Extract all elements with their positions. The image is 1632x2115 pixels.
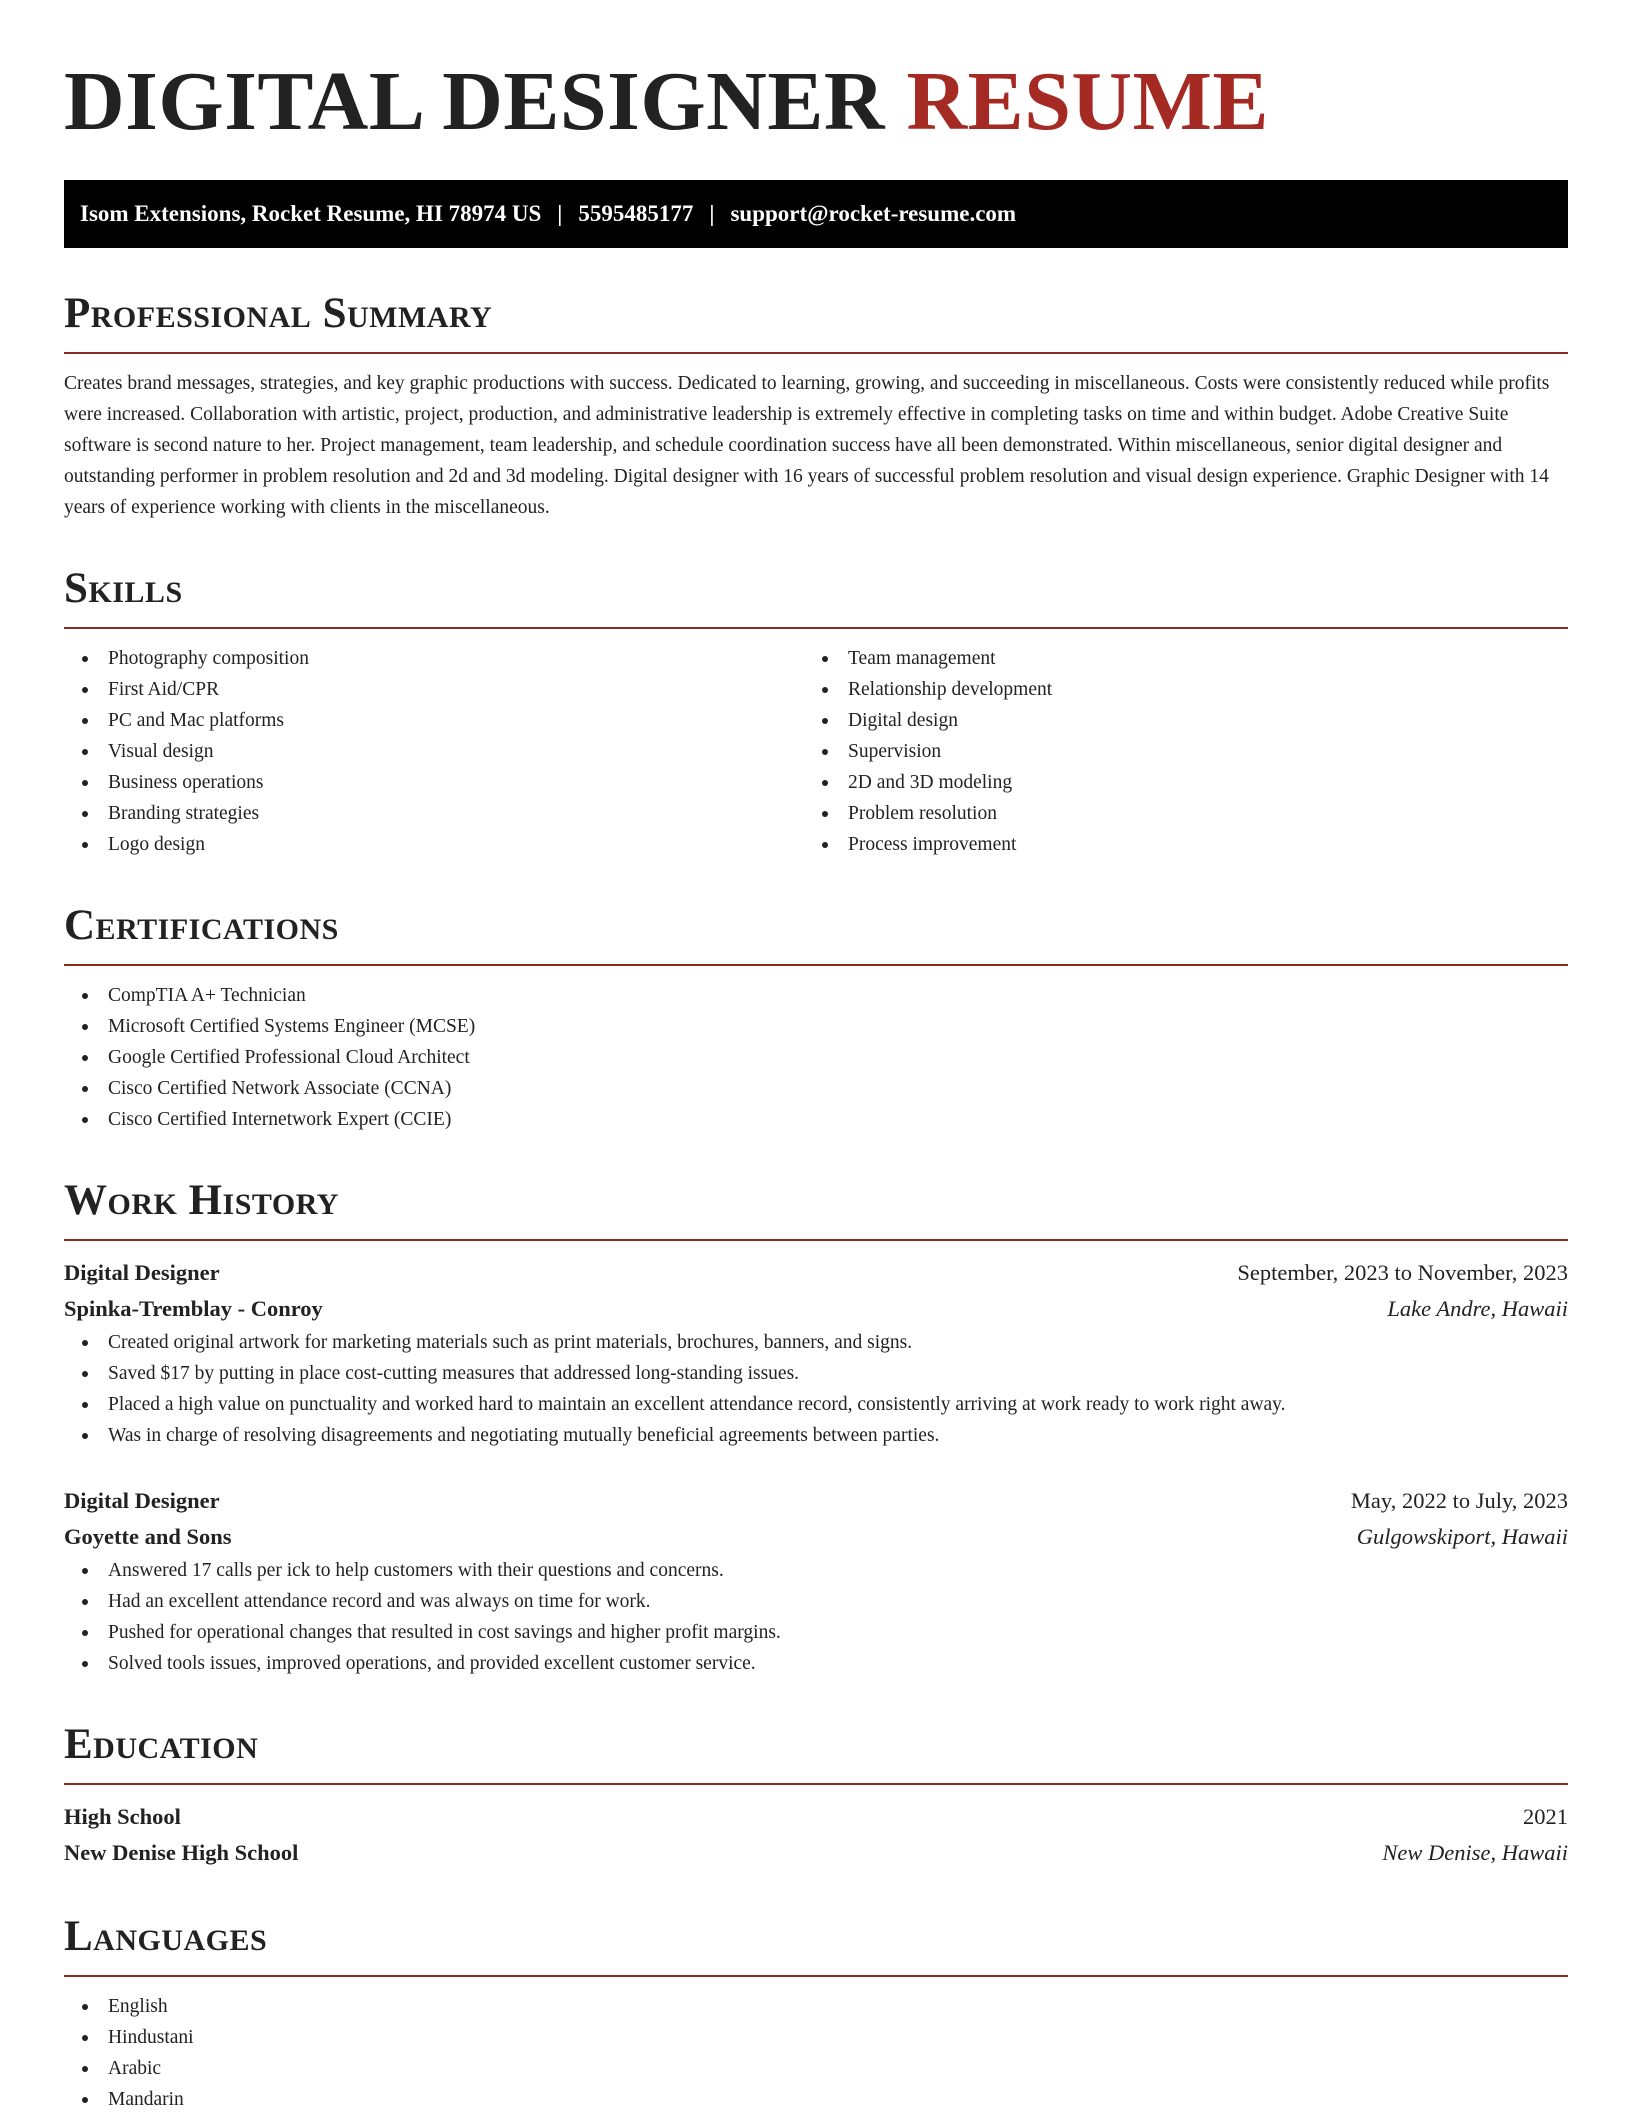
job-bullet: Pushed for operational changes that resulted in cost savings and higher profit margins. [64,1617,1568,1648]
job-company-row [64,1519,1568,1555]
education-year: 2021 [1523,1804,1568,1829]
section-divider [64,627,1568,629]
contact-bar [64,180,1568,248]
job-dates: September, 2023 to November, 2023 [1237,1260,1568,1285]
skills-grid [64,643,1568,860]
education-section [64,1719,1568,1871]
section-divider [64,1239,1568,1241]
job-entry [64,1255,1568,1451]
job-bullet: Was in charge of resolving disagreements and negotiating mutually beneficial agreements between parties. [64,1420,1568,1451]
job-company: Goyette and Sons [64,1524,232,1549]
skills-list-right [804,643,1568,860]
skills-section [64,563,1568,860]
certification-item: Cisco Certified Internetwork Expert (CCIE) [64,1104,1568,1135]
skill-item: PC and Mac platforms [64,705,804,736]
certification-item: Cisco Certified Network Associate (CCNA) [64,1073,1568,1104]
skill-item: Supervision [804,736,1568,767]
languages-section [64,1911,1568,2115]
job-bullet: Solved tools issues, improved operations, and provided excellent customer service. [64,1648,1568,1679]
language-item: Mandarin [64,2084,1568,2115]
section-divider [64,1975,1568,1977]
certifications-section [64,900,1568,1135]
skill-item: Digital design [804,705,1568,736]
job-bullet: Created original artwork for marketing materials such as print materials, brochures, banners, and signs. [64,1327,1568,1358]
contact-separator: | [709,201,715,226]
certification-item: Google Certified Professional Cloud Architect [64,1042,1568,1073]
summary-section [64,288,1568,523]
job-bullet: Answered 17 calls per ick to help customers with their questions and concerns. [64,1555,1568,1586]
job-bullet: Placed a high value on punctuality and worked hard to maintain an excellent attendance record, consistently arriving at work ready to work right away. [64,1389,1568,1420]
education-heading: Education [64,1721,259,1768]
job-bullet: Saved $17 by putting in place cost-cutting measures that addressed long-standing issues. [64,1358,1568,1389]
work-history-heading: Work History [64,1177,339,1224]
skills-list-left [64,643,804,860]
title-main: DIGITAL DESIGNER [64,55,907,148]
section-divider [64,1783,1568,1785]
job-bullets [64,1327,1568,1451]
skill-item: Branding strategies [64,798,804,829]
skill-item: Problem resolution [804,798,1568,829]
skill-item: Process improvement [804,829,1568,860]
section-divider [64,352,1568,354]
job-entry [64,1483,1568,1679]
contact-address: Isom Extensions, Rocket Resume, HI 78974 US [80,201,542,226]
job-location: Gulgowskiport, Hawaii [1356,1524,1568,1549]
education-location: New Denise, Hawaii [1382,1840,1568,1865]
languages-list [64,1991,1568,2115]
education-school: New Denise High School [64,1840,299,1865]
contact-email: support@rocket-resume.com [730,201,1017,226]
job-company: Spinka-Tremblay - Conroy [64,1296,323,1321]
education-degree: High School [64,1804,181,1829]
certification-item: CompTIA A+ Technician [64,980,1568,1011]
job-header-row [64,1483,1568,1519]
job-dates: May, 2022 to July, 2023 [1350,1488,1568,1513]
skills-heading: Skills [64,565,183,612]
title-accent: RESUME [906,55,1269,148]
work-history-section [64,1175,1568,1679]
job-location: Lake Andre, Hawaii [1387,1296,1568,1321]
job-title: Digital Designer [64,1260,220,1285]
skill-item: First Aid/CPR [64,674,804,705]
contact-phone: 5595485177 [578,201,694,226]
job-company-row [64,1291,1568,1327]
resume-title [64,52,1568,152]
education-header-row [64,1799,1568,1835]
skill-item: 2D and 3D modeling [804,767,1568,798]
contact-separator: | [557,201,563,226]
summary-text: Creates brand messages, strategies, and key graphic productions with success. Dedicated to learning, growing, and succeeding in miscellaneous. Costs were consistently reduced while profits were increased. Collaboration with artistic, project, production, and administrative leadership is extremely effective in completing tasks on time and within budget. Adobe Creative Suite software is second nature to her. Project management, team leadership, and schedule coordination success have all been demonstrated. Within miscellaneous, senior digital designer and outstanding performer in problem resolution and 2d and 3d modeling. Digital designer with 16 years of successful problem resolution and visual design experience. Graphic Designer with 14 years of experience working with clients in the miscellaneous. [64,373,1550,518]
job-bullets [64,1555,1568,1679]
skill-item: Visual design [64,736,804,767]
job-title: Digital Designer [64,1488,220,1513]
job-bullet: Had an excellent attendance record and was always on time for work. [64,1586,1568,1617]
certification-item: Microsoft Certified Systems Engineer (MCSE) [64,1011,1568,1042]
language-item: Arabic [64,2053,1568,2084]
skill-item: Team management [804,643,1568,674]
skill-item: Photography composition [64,643,804,674]
section-divider [64,964,1568,966]
summary-heading: Professional Summary [64,290,493,337]
language-item: English [64,1991,1568,2022]
skill-item: Logo design [64,829,804,860]
skill-item: Business operations [64,767,804,798]
language-item: Hindustani [64,2022,1568,2053]
certifications-heading: Certifications [64,902,339,949]
education-school-row [64,1835,1568,1871]
certifications-list [64,980,1568,1135]
job-header-row [64,1255,1568,1291]
languages-heading: Languages [64,1913,268,1960]
skill-item: Relationship development [804,674,1568,705]
